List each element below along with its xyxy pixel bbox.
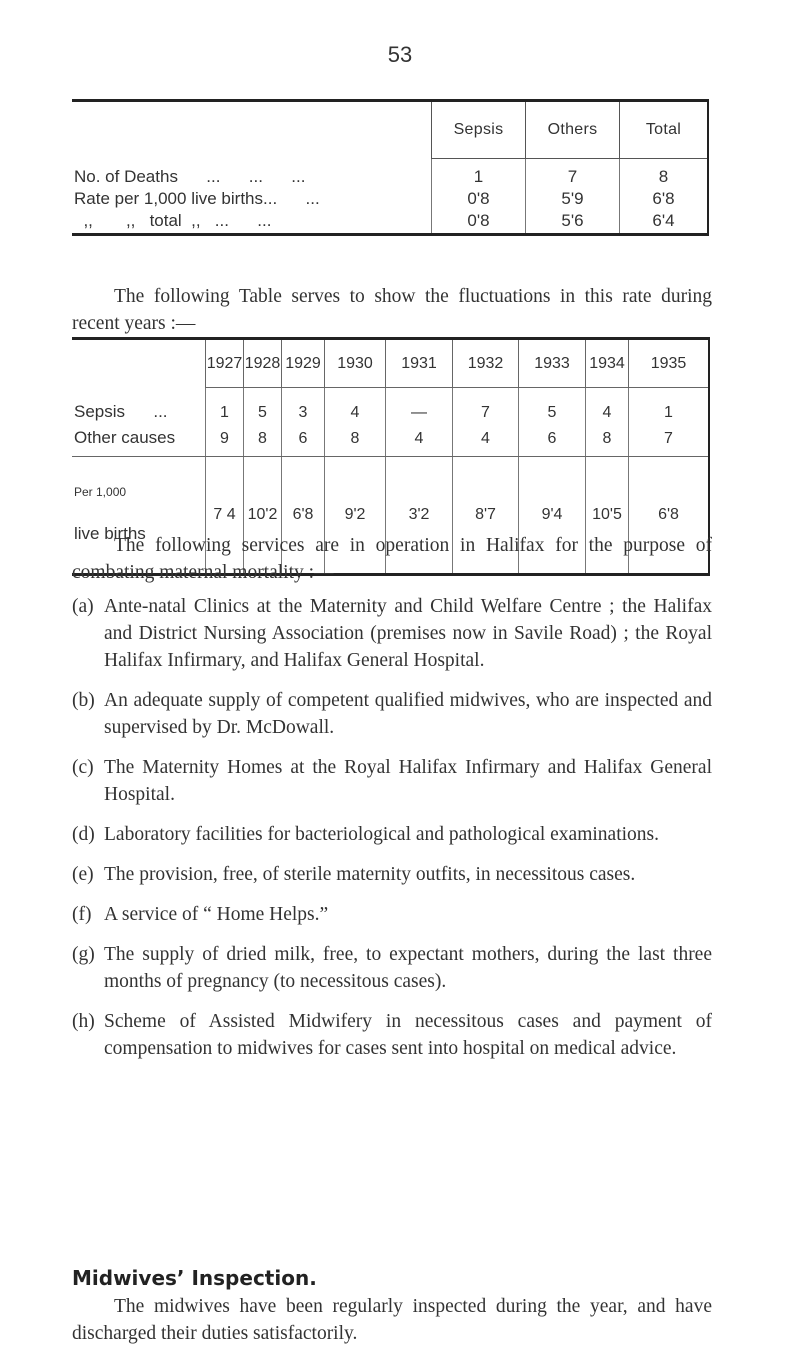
row-label: No. of Deaths ... ... ...	[74, 167, 306, 186]
deaths-table-header	[72, 101, 708, 159]
row-label: Sepsis ...	[74, 402, 168, 421]
year-header: 1929	[282, 339, 325, 388]
services-list	[72, 593, 712, 1075]
item-text: Laboratory facilities for bacteriological and pathological examinations.	[104, 824, 659, 845]
cell-value: 1	[432, 159, 526, 188]
cell-value: 5	[244, 388, 282, 423]
item-text: The provision, free, of sterile maternity outfits, in necessitous cases.	[104, 864, 636, 885]
closing-paragraph	[72, 1293, 712, 1347]
item-text: The supply of dried milk, free, to expectant mothers, during the last three months of pregnancy (to necessitous cases).	[104, 944, 712, 992]
year-header: 1933	[519, 339, 586, 388]
cell-value: 1	[206, 388, 244, 423]
list-item	[72, 901, 712, 928]
table-row	[72, 187, 708, 209]
fluctuations-intro	[72, 283, 712, 337]
cell-value: —	[386, 388, 453, 423]
year-header: 1935	[629, 339, 710, 388]
item-text: An adequate supply of competent qualified midwives, who are inspected and supervised by Dr. McDowall.	[104, 690, 712, 738]
cell-value: 3	[282, 388, 325, 423]
cell-value: 7	[629, 422, 710, 457]
deaths-table	[72, 99, 709, 236]
cell-value: 1	[629, 388, 710, 423]
cell-value: 8'7	[453, 457, 519, 575]
item-marker: (g)	[72, 944, 95, 965]
cell-value: 6'8	[629, 457, 710, 575]
cell-value: 0'8	[432, 187, 526, 209]
list-item	[72, 861, 712, 888]
cell-value: 8	[620, 159, 709, 188]
year-header: 1927	[206, 339, 244, 388]
services-intro	[72, 532, 712, 586]
row-label: Rate per 1,000 live births... ...	[74, 189, 320, 208]
deaths-table-col-total: Total	[620, 101, 709, 159]
item-marker: (a)	[72, 596, 94, 617]
list-item	[72, 593, 712, 674]
item-marker: (h)	[72, 1011, 95, 1032]
year-header: 1930	[325, 339, 386, 388]
table-row	[72, 159, 708, 188]
list-item	[72, 821, 712, 848]
year-header: 1934	[586, 339, 629, 388]
section-heading: Midwives’ Inspection.	[72, 1266, 317, 1290]
cell-value: 10'2	[244, 457, 282, 575]
cell-value: 5'9	[526, 187, 620, 209]
cell-value: 6'8	[282, 457, 325, 575]
item-marker: (b)	[72, 690, 95, 711]
year-header: 1931	[386, 339, 453, 388]
cell-value: 10'5	[586, 457, 629, 575]
cell-value: 7	[453, 388, 519, 423]
services-intro-text: The following services are in operation in Halifax for the purpose of combating maternal mortality :—	[72, 535, 712, 583]
fluctuations-table-header	[72, 339, 709, 388]
cell-value: 8	[244, 422, 282, 457]
cell-value: 5	[519, 388, 586, 423]
item-marker: (c)	[72, 757, 94, 778]
cell-value: 7	[526, 159, 620, 188]
table-row	[72, 209, 708, 235]
cell-value: 6'8	[620, 187, 709, 209]
table-row	[72, 388, 709, 423]
row-label: ,, ,, total ,, ... ...	[74, 211, 272, 230]
cell-value: 9'4	[519, 457, 586, 575]
cell-value: 6	[282, 422, 325, 457]
cell-value: 8	[586, 422, 629, 457]
cell-value: 7 4	[206, 457, 244, 575]
item-text: A service of “ Home Helps.”	[104, 904, 329, 925]
year-header: 1932	[453, 339, 519, 388]
table-row	[72, 422, 709, 457]
rate-label-small: Per 1,000	[74, 485, 127, 499]
item-text: Ante-natal Clinics at the Maternity and Child Welfare Centre ; the Halifax and District Nursing Association (premises now in Savile Road) ; the Royal Halifax Infirmary, and Halifax General Hospital.	[104, 596, 712, 671]
cell-value: 3'2	[386, 457, 453, 575]
item-text: The Maternity Homes at the Royal Halifax Infirmary and Halifax General Hospital.	[104, 757, 712, 805]
cell-value: 4	[386, 422, 453, 457]
closing-text: The midwives have been regularly inspected during the year, and have discharged their duties satisfactorily.	[72, 1296, 712, 1344]
cell-value: 6	[519, 422, 586, 457]
cell-value: 6'4	[620, 209, 709, 235]
cell-value: 0'8	[432, 209, 526, 235]
deaths-table-col-sepsis: Sepsis	[432, 101, 526, 159]
item-text: Scheme of Assisted Midwifery in necessitous cases and payment of compensation to midwives for cases sent into hospital on medical advice.	[104, 1011, 712, 1059]
item-marker: (d)	[72, 824, 95, 845]
item-marker: (f)	[72, 904, 92, 925]
fluctuations-intro-text: The following Table serves to show the fluctuations in this rate during recent years :—	[72, 286, 712, 334]
cell-value: 4	[453, 422, 519, 457]
fluctuations-table-corner	[72, 339, 206, 388]
list-item	[72, 687, 712, 741]
list-item	[72, 1008, 712, 1062]
cell-value: 4	[325, 388, 386, 423]
cell-value: 5'6	[526, 209, 620, 235]
row-label: Other causes	[72, 422, 206, 457]
deaths-table-col-others: Others	[526, 101, 620, 159]
cell-value: 9'2	[325, 457, 386, 575]
cell-value: 8	[325, 422, 386, 457]
rate-label-big: live births	[74, 524, 146, 543]
page-number: 53	[387, 42, 413, 67]
list-item	[72, 754, 712, 808]
list-item	[72, 941, 712, 995]
deaths-table-corner	[72, 101, 432, 159]
item-marker: (e)	[72, 864, 94, 885]
cell-value: 9	[206, 422, 244, 457]
year-header: 1928	[244, 339, 282, 388]
cell-value: 4	[586, 388, 629, 423]
